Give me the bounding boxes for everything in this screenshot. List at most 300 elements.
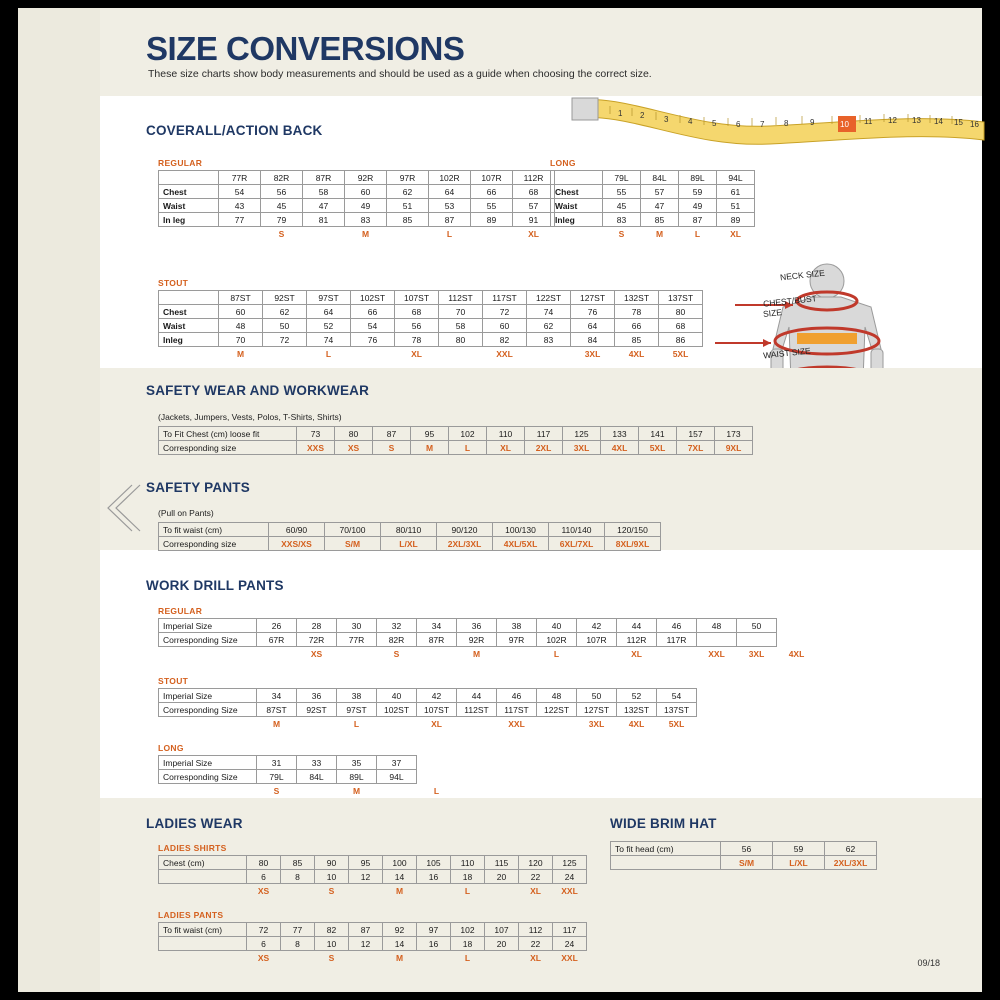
table-cell: XL xyxy=(487,441,525,455)
table-cell: 52 xyxy=(307,319,351,333)
table-cell: 16 xyxy=(417,870,451,884)
table-cell: 6 xyxy=(247,937,281,951)
svg-text:12: 12 xyxy=(888,116,897,125)
table-cell: M xyxy=(655,228,664,239)
table-cell: XXS/XS xyxy=(269,537,325,551)
callout-chest-size: CHEST/BUST xyxy=(762,293,818,309)
table-cell: 35 xyxy=(337,756,377,770)
table-cell: 87R xyxy=(417,633,457,647)
table-cell xyxy=(485,951,519,965)
table-cell: 87 xyxy=(429,213,471,227)
table-cell: 74 xyxy=(527,305,571,319)
table-cell: 3XL xyxy=(584,348,601,359)
row-label: Corresponding Size xyxy=(159,703,257,717)
table-cell: L/XL xyxy=(773,856,825,870)
table-cell: 20 xyxy=(485,870,519,884)
table-cell: XS xyxy=(257,885,270,896)
table-cell: 80 xyxy=(659,305,703,319)
table-cell: 117R xyxy=(657,633,697,647)
table-cell: 10 xyxy=(315,870,349,884)
table-cell: 50 xyxy=(577,689,617,703)
row-label xyxy=(159,171,219,185)
size-cell: XL xyxy=(528,228,539,239)
table-row xyxy=(159,689,697,703)
table-cell: XS xyxy=(257,952,270,963)
table-cell xyxy=(417,884,451,898)
table-row xyxy=(159,427,753,441)
table-cell: 49 xyxy=(345,199,387,213)
row-label xyxy=(159,870,247,884)
table-cell: XL xyxy=(730,228,741,239)
table-row xyxy=(159,633,817,647)
table-cell: 74 xyxy=(307,333,351,347)
table-cell: 56 xyxy=(721,842,773,856)
table-cell: 33 xyxy=(297,756,337,770)
table-cell: 8 xyxy=(281,870,315,884)
table-cell: 117 xyxy=(525,427,563,441)
row-label xyxy=(551,227,603,241)
table-cell: 107ST xyxy=(417,703,457,717)
table-cell: S/M xyxy=(721,856,773,870)
table-cell: 83 xyxy=(527,333,571,347)
callout-chest-size-2: SIZE xyxy=(762,307,783,319)
table-cell: 92 xyxy=(383,923,417,937)
table-cell: 92ST xyxy=(297,703,337,717)
table-cell: L xyxy=(553,648,560,659)
table-cell: L xyxy=(464,952,471,963)
table-cell: 92R xyxy=(345,171,387,185)
table-cell: 62 xyxy=(825,842,877,856)
table-cell: 117ST xyxy=(497,703,537,717)
table-cell: 5XL xyxy=(672,348,689,359)
row-label: Corresponding size xyxy=(159,537,269,551)
table-cell xyxy=(537,717,577,731)
page-subtitle: These size charts show body measurements and should be used as a guide when choosing the correct size. xyxy=(148,68,652,80)
table-cell: L xyxy=(433,785,440,796)
table-cell xyxy=(297,784,337,798)
table-cell: 44 xyxy=(457,689,497,703)
table-cell: 127ST xyxy=(571,291,615,305)
table-cell: S xyxy=(273,785,280,796)
table-cell: 100/130 xyxy=(493,523,549,537)
table-row xyxy=(159,523,661,537)
table-cell: 56 xyxy=(395,319,439,333)
section-title-safety-pants: SAFETY PANTS xyxy=(146,480,250,495)
table-cell: 107R xyxy=(471,171,513,185)
table-row xyxy=(159,227,555,241)
tape-measure-icon xyxy=(570,96,990,148)
table-cell: 77R xyxy=(219,171,261,185)
table-cell: 97 xyxy=(417,923,451,937)
table-cell: 68 xyxy=(659,319,703,333)
table-cell: 30 xyxy=(337,619,377,633)
table-wdp-regular xyxy=(158,618,817,661)
table-row xyxy=(159,856,587,870)
row-label: Imperial Size xyxy=(159,689,257,703)
table-cell: XL xyxy=(411,348,422,359)
table-wdp-long xyxy=(158,755,457,798)
table-cell: 107ST xyxy=(395,291,439,305)
table-cell xyxy=(257,647,297,661)
row-label: To fit waist (cm) xyxy=(159,523,269,537)
table-cell: 2XL xyxy=(525,441,563,455)
table-cell: 90/120 xyxy=(437,523,493,537)
table-wide-brim-hat xyxy=(610,841,877,870)
table-cell xyxy=(349,884,383,898)
table-cell: 79 xyxy=(261,213,303,227)
table-cell: 80 xyxy=(439,333,483,347)
table-row xyxy=(159,703,697,717)
table-row xyxy=(551,185,755,199)
table-cell: 64 xyxy=(571,319,615,333)
table-cell: 59 xyxy=(679,185,717,199)
table-cell: 20 xyxy=(485,937,519,951)
table-cell: 70 xyxy=(219,333,263,347)
table-cell: 94L xyxy=(377,770,417,784)
table-cell: 117 xyxy=(553,923,587,937)
table-cell: 36 xyxy=(457,619,497,633)
footer-date: 09/18 xyxy=(917,958,940,968)
table-row xyxy=(551,213,755,227)
table-cell: 54 xyxy=(219,185,261,199)
table-cell: 57 xyxy=(513,199,555,213)
table-cell: 80 xyxy=(247,856,281,870)
table-cell: M xyxy=(352,785,361,796)
row-label: Waist xyxy=(551,199,603,213)
table-cell: 6 xyxy=(247,870,281,884)
table-cell: S xyxy=(328,952,335,963)
row-label: Imperial Size xyxy=(159,756,257,770)
table-cell: 102 xyxy=(451,923,485,937)
table-cell: 83 xyxy=(603,213,641,227)
svg-text:8: 8 xyxy=(784,119,789,128)
table-cell xyxy=(349,951,383,965)
size-cell xyxy=(303,227,345,241)
table-cell: XS xyxy=(335,441,373,455)
table-row xyxy=(159,185,555,199)
table-cell: 45 xyxy=(603,199,641,213)
table-cell xyxy=(377,784,417,798)
callout-waist-size: WAIST SIZE xyxy=(762,345,812,361)
table-cell: S/M xyxy=(325,537,381,551)
table-row xyxy=(159,305,703,319)
table-row xyxy=(611,856,877,870)
table-cell: 102R xyxy=(537,633,577,647)
table-cell: M xyxy=(472,648,481,659)
table-cell: 120/150 xyxy=(605,523,661,537)
table-cell: 78 xyxy=(395,333,439,347)
table-cell: 47 xyxy=(303,199,345,213)
table-row xyxy=(159,537,661,551)
table-cell: 87ST xyxy=(257,703,297,717)
table-row xyxy=(159,291,703,305)
table-cell: 26 xyxy=(257,619,297,633)
left-strip xyxy=(18,8,100,992)
table-cell: L xyxy=(464,885,471,896)
svg-text:7: 7 xyxy=(760,120,765,129)
table-cell: 89 xyxy=(717,213,755,227)
table-row xyxy=(551,171,755,185)
svg-text:5: 5 xyxy=(712,119,717,128)
table-cell: XXS xyxy=(297,441,335,455)
table-cell xyxy=(281,884,315,898)
row-label: In leg xyxy=(159,213,219,227)
table-cell: 112 xyxy=(519,923,553,937)
table-cell: 107R xyxy=(577,633,617,647)
table-cell: XXL xyxy=(496,348,513,359)
table-cell: 122ST xyxy=(527,291,571,305)
svg-text:3: 3 xyxy=(664,115,669,124)
table-cell xyxy=(439,347,483,361)
table-cell: 31 xyxy=(257,756,297,770)
svg-text:2: 2 xyxy=(640,111,645,120)
table-cell: 67R xyxy=(257,633,297,647)
section-title-wide-brim-hat: WIDE BRIM HAT xyxy=(610,816,717,831)
table-cell: S xyxy=(373,441,411,455)
table-cell: 84L xyxy=(641,171,679,185)
table-cell: 66 xyxy=(471,185,513,199)
table-cell: 82 xyxy=(315,923,349,937)
table-cell: 120 xyxy=(519,856,553,870)
table-cell: 70/100 xyxy=(325,523,381,537)
document-content xyxy=(100,8,982,992)
svg-text:11: 11 xyxy=(864,117,873,126)
table-cell: 85 xyxy=(281,856,315,870)
table-cell: 54 xyxy=(351,319,395,333)
table-row xyxy=(159,717,697,731)
svg-text:16: 16 xyxy=(970,120,979,129)
table-row xyxy=(159,619,817,633)
table-cell: XL xyxy=(631,648,642,659)
table-cell: 50 xyxy=(737,619,777,633)
table-cell: 173 xyxy=(715,427,753,441)
section-title-safety-wear: SAFETY WEAR AND WORKWEAR xyxy=(146,383,370,398)
table-cell xyxy=(337,647,377,661)
row-label xyxy=(159,291,219,305)
table-cell xyxy=(497,647,537,661)
table-cell: 82R xyxy=(261,171,303,185)
table-cell: 4XL xyxy=(788,648,805,659)
page xyxy=(18,8,982,992)
table-cell: 12 xyxy=(349,937,383,951)
table-cell: 83 xyxy=(345,213,387,227)
page-title: SIZE CONVERSIONS xyxy=(146,30,465,67)
table-row xyxy=(159,884,587,898)
table-cell: L xyxy=(353,718,360,729)
row-label: Chest xyxy=(159,305,219,319)
table-cell: 4XL xyxy=(628,718,645,729)
table-cell: 28 xyxy=(297,619,337,633)
table-cell: 55 xyxy=(603,185,641,199)
table-cell: 34 xyxy=(417,619,457,633)
table-cell: 122ST xyxy=(537,703,577,717)
table-cell: 60/90 xyxy=(269,523,325,537)
table-cell: 36 xyxy=(297,689,337,703)
table-row xyxy=(159,784,457,798)
table-cell: 72 xyxy=(247,923,281,937)
size-cell xyxy=(387,227,429,241)
table-cell: 2XL/3XL xyxy=(825,856,877,870)
table-cell: XXL xyxy=(561,952,578,963)
table-cell: 38 xyxy=(497,619,537,633)
table-cell: 59 xyxy=(773,842,825,856)
label-wdp-stout: STOUT xyxy=(158,676,189,686)
table-cell: 97ST xyxy=(307,291,351,305)
table-safety-pants xyxy=(158,522,661,551)
table-cell: S xyxy=(618,228,625,239)
table-cell: 72 xyxy=(483,305,527,319)
table-cell: 4XL xyxy=(601,441,639,455)
table-cell: 86 xyxy=(659,333,703,347)
table-cell: 87 xyxy=(349,923,383,937)
table-cell: XXL xyxy=(561,885,578,896)
note-safety-pants: (Pull on Pants) xyxy=(158,508,214,518)
table-cell: 90 xyxy=(315,856,349,870)
svg-text:6: 6 xyxy=(736,120,741,129)
table-cell: 68 xyxy=(395,305,439,319)
table-cell: XL xyxy=(530,885,541,896)
size-cell xyxy=(471,227,513,241)
size-cell: L xyxy=(446,228,453,239)
callout-neck-size: NECK SIZE xyxy=(779,267,826,283)
svg-text:14: 14 xyxy=(934,117,943,126)
table-cell: 48 xyxy=(537,689,577,703)
row-label: Inleg xyxy=(551,213,603,227)
table-cell: 110/140 xyxy=(549,523,605,537)
row-label: Corresponding size xyxy=(159,441,297,455)
table-row xyxy=(159,951,587,965)
size-cell xyxy=(219,227,261,241)
table-cell: 102R xyxy=(429,171,471,185)
table-cell: 55 xyxy=(471,199,513,213)
table-cell: 58 xyxy=(439,319,483,333)
table-cell: 100 xyxy=(383,856,417,870)
table-cell: 7XL xyxy=(677,441,715,455)
table-cell: 84 xyxy=(571,333,615,347)
label-long: LONG xyxy=(550,158,576,168)
table-cell: 80/110 xyxy=(381,523,437,537)
table-cell: L xyxy=(325,348,332,359)
table-cell: 77 xyxy=(219,213,261,227)
table-cell: XXL xyxy=(508,718,525,729)
table-cell: 2XL/3XL xyxy=(437,537,493,551)
table-cell: 60 xyxy=(345,185,387,199)
table-cell: 92ST xyxy=(263,291,307,305)
table-row xyxy=(159,647,817,661)
table-cell: 112ST xyxy=(457,703,497,717)
table-cell: 42 xyxy=(577,619,617,633)
table-cell: 125 xyxy=(553,856,587,870)
table-row xyxy=(159,333,703,347)
table-cell: 115 xyxy=(485,856,519,870)
row-label xyxy=(159,784,257,798)
table-cell xyxy=(527,347,571,361)
svg-text:13: 13 xyxy=(912,116,921,125)
table-row xyxy=(159,923,587,937)
table-cell: 5XL xyxy=(668,718,685,729)
table-cell: 132ST xyxy=(617,703,657,717)
table-cell: 112ST xyxy=(439,291,483,305)
table-cell: 37 xyxy=(377,756,417,770)
table-cell: 50 xyxy=(263,319,307,333)
table-row xyxy=(159,213,555,227)
table-cell: 4XL xyxy=(628,348,645,359)
row-label: Imperial Size xyxy=(159,619,257,633)
svg-text:15: 15 xyxy=(954,118,963,127)
table-cell: 5XL xyxy=(639,441,677,455)
row-label xyxy=(159,647,257,661)
table-cell: S xyxy=(393,648,400,659)
row-label xyxy=(159,347,219,361)
table-cell: 102ST xyxy=(377,703,417,717)
table-cell: 87R xyxy=(303,171,345,185)
table-cell: 92R xyxy=(457,633,497,647)
table-cell: 45 xyxy=(261,199,303,213)
table-cell: 132ST xyxy=(615,291,659,305)
table-cell: 49 xyxy=(679,199,717,213)
table-cell: M xyxy=(395,885,404,896)
table-cell: 141 xyxy=(639,427,677,441)
table-cell: 53 xyxy=(429,199,471,213)
table-cell: M xyxy=(272,718,281,729)
table-cell: 82 xyxy=(483,333,527,347)
table-cell: 8XL/9XL xyxy=(605,537,661,551)
table-cell: 66 xyxy=(351,305,395,319)
table-cell: XL xyxy=(431,718,442,729)
table-cell: 137ST xyxy=(659,291,703,305)
table-row xyxy=(159,441,753,455)
table-row xyxy=(159,319,703,333)
row-label xyxy=(551,171,603,185)
row-label: Chest (cm) xyxy=(159,856,247,870)
table-cell: 85 xyxy=(641,213,679,227)
table-cell: 66 xyxy=(615,319,659,333)
table-cell: 57 xyxy=(641,185,679,199)
table-cell: 24 xyxy=(553,937,587,951)
table-cell: 157 xyxy=(677,427,715,441)
label-ladies-shirts: LADIES SHIRTS xyxy=(158,843,227,853)
section-title-ladies-wear: LADIES WEAR xyxy=(146,816,243,831)
table-cell: L/XL xyxy=(381,537,437,551)
table-row xyxy=(611,842,877,856)
table-cell: 8 xyxy=(281,937,315,951)
table-cell: 72 xyxy=(263,333,307,347)
table-cell: 6XL/7XL xyxy=(549,537,605,551)
row-label: To Fit Chest (cm) loose fit xyxy=(159,427,297,441)
table-row xyxy=(159,770,457,784)
table-cell: 89L xyxy=(337,770,377,784)
table-cell: 60 xyxy=(483,319,527,333)
size-cell: M xyxy=(361,228,370,239)
table-cell: 18 xyxy=(451,870,485,884)
table-cell: 3XL xyxy=(588,718,605,729)
table-coverall-stout xyxy=(158,290,703,361)
table-cell xyxy=(485,884,519,898)
table-cell: XXL xyxy=(708,648,725,659)
table-cell: 97R xyxy=(387,171,429,185)
table-cell: 52 xyxy=(617,689,657,703)
label-wdp-regular: REGULAR xyxy=(158,606,203,616)
table-row xyxy=(551,199,755,213)
table-cell: 54 xyxy=(657,689,697,703)
table-cell: 16 xyxy=(417,937,451,951)
table-cell: 78 xyxy=(615,305,659,319)
note-safety-wear: (Jackets, Jumpers, Vests, Polos, T-Shirts, Shirts) xyxy=(158,412,342,422)
table-cell xyxy=(281,951,315,965)
table-cell: 80 xyxy=(335,427,373,441)
table-cell: 3XL xyxy=(563,441,601,455)
table-cell xyxy=(351,347,395,361)
